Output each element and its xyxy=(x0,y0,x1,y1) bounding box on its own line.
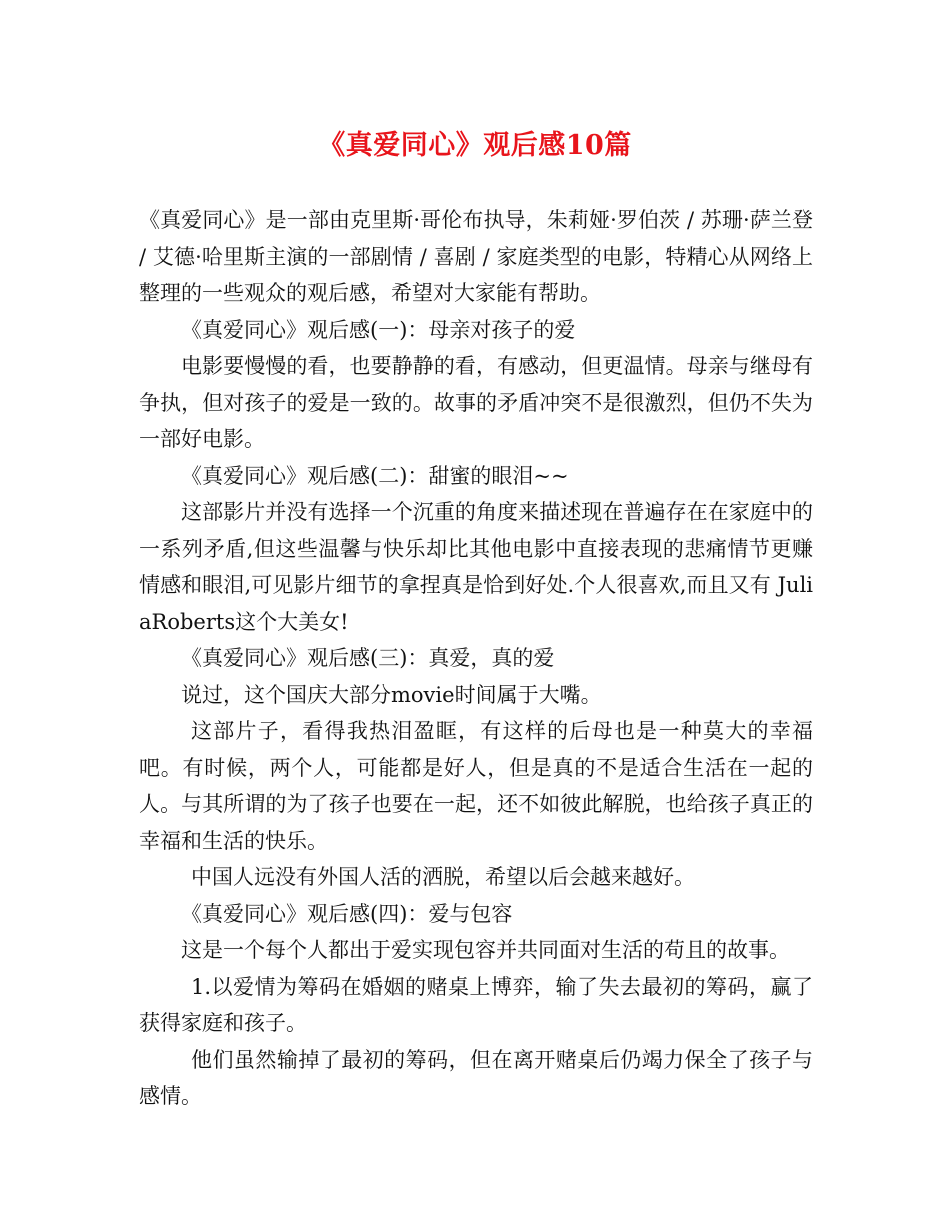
body-paragraph: 中国人远没有外国人活的洒脱，希望以后会越来越好。 xyxy=(191,865,695,889)
section-heading-2: 《真爱同心》观后感(二)：甜蜜的眼泪~~ xyxy=(181,463,569,488)
section-heading-1: 《真爱同心》观后感(一)：母亲对孩子的爱 xyxy=(181,317,576,342)
body-paragraph: 1.以爱情为筹码在婚姻的赌桌上博弈，输了失去最初的筹码，赢了获得家庭和孩子。 xyxy=(139,974,813,1035)
body-paragraph: 电影要慢慢的看，也要静静的看，有感动，但更温情。母亲与继母有争执，但对孩子的爱是一致的。故事的矛盾冲突不是很激烈，但仍不失为一部好电影。 xyxy=(139,354,813,451)
body-paragraph: 他们虽然输掉了最初的筹码，但在离开赌桌后仍竭力保全了孩子与感情。 xyxy=(139,1047,813,1108)
section-heading-4: 《真爱同心》观后感(四)：爱与包容 xyxy=(181,901,513,926)
document-title: 《真爱同心》观后感10篇 xyxy=(318,130,632,161)
intro-paragraph: 《真爱同心》是一部由克里斯·哥伦布执导，朱莉娅·罗伯茨 / 苏珊·萨兰登 / 艾德·哈里斯主演的一部剧情 / 喜剧 / 家庭类型的电影，特精心从网络上整理的一些观众的观后感，希望对大家能有帮助。 xyxy=(139,208,813,305)
body-paragraph: 这部片子，看得我热泪盈眶，有这样的后母也是一种莫大的幸福吧。有时候，两个人，可能都是好人，但是真的不是适合生活在一起的人。与其所谓的为了孩子也要在一起，还不如彼此解脱，也给孩子真正的幸福和生活的快乐。 xyxy=(139,719,813,853)
body-paragraph: 说过，这个国庆大部分movie时间属于大嘴。 xyxy=(181,682,602,707)
section-heading-3: 《真爱同心》观后感(三)：真爱，真的爱 xyxy=(181,646,555,670)
document-body xyxy=(139,202,813,1115)
body-paragraph: 这是一个每个人都出于爱实现包容并共同面对生活的苟且的故事。 xyxy=(181,938,790,962)
body-paragraph: 这部影片并没有选择一个沉重的角度来描述现在普遍存在在家庭中的一系列矛盾,但这些温馨与快乐却比其他电影中直接表现的悲痛情节更赚情感和眼泪,可见影片细节的拿捏真是恰到好处.个人很喜欢,而且又有 JuliaRoberts这个大美女! xyxy=(139,500,813,634)
